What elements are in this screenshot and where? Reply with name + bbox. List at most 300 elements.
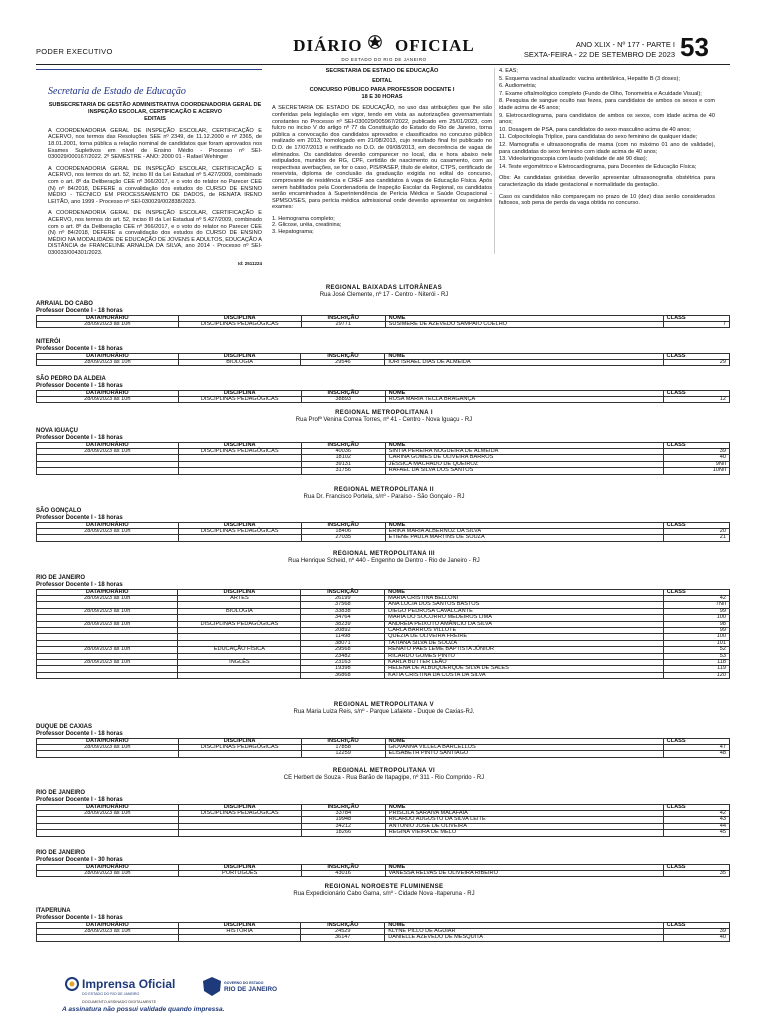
table-cell: SUSIMERE DE AZEVEDO SAMPAIO COELHO [385, 321, 663, 327]
table-cell [178, 830, 301, 836]
table-cell: KARLA BUTTER LEÃO [385, 659, 664, 665]
table-row [37, 751, 730, 757]
city-block [36, 301, 123, 315]
table-cell: 28/09/2023 às 10h [37, 647, 178, 653]
table-cell: 18102 [301, 455, 385, 461]
table-cell [178, 751, 301, 757]
column-middle [272, 68, 492, 236]
table-cell: 36147 [301, 935, 385, 941]
city-name: DUQUE DE CAXIAS [36, 724, 93, 730]
table-cell: 47 [663, 744, 729, 750]
table-cell: EDUCAÇÃO FÍSICA [178, 647, 301, 653]
column-header-disc: DISCIPLINA [178, 353, 301, 359]
table-cell: CARLA BARROS VILLOTE [385, 627, 664, 633]
table-cell: ELISABETH PINTO SANTIAGO [385, 751, 663, 757]
column-header-class: CLASS [663, 390, 729, 396]
table-cell: DISCIPLINAS PEDAGÓGICAS [178, 448, 301, 454]
table-cell: 10N/I [663, 468, 729, 474]
column-header-class: CLASS [663, 922, 729, 928]
table-cell: 19948 [301, 817, 385, 823]
table-cell: DISCIPLINAS PEDAGÓGICAS [178, 810, 301, 816]
table-cell: JÉSSICA MACHADO DE QUEIROZ [385, 461, 663, 467]
column-header-nome: NOME [385, 589, 664, 595]
table-cell: 36868 [301, 672, 385, 678]
table-cell [178, 468, 301, 474]
exam-item: 3. Hepatograma; [272, 229, 314, 236]
table-cell: QUÉZIA DE OLIVEIRA FREIRE [385, 634, 664, 640]
table-cell: REGINA VIEIRA DE MELO [385, 830, 663, 836]
table-cell: 28/09/2023 às 10h [37, 608, 178, 614]
table-cell: PORTUGUÊS [178, 870, 301, 876]
exam-item: 7. Exame oftalmológico completo (Fundo de Olho, Tonometria e Acuidade Visual); [499, 90, 702, 97]
table-cell: 12259 [301, 751, 385, 757]
exam-item: 6. Audiometria; [499, 83, 537, 90]
column-header-insc: INSCRIÇÃO [301, 922, 385, 928]
position-label: Professor Docente I - 18 horas [36, 382, 123, 389]
column-header-disc: DISCIPLINA [178, 522, 301, 528]
regional-heading [0, 551, 768, 565]
column-header-data: DATA/HORÁRIO [37, 864, 179, 870]
table-row [37, 321, 730, 327]
table-cell: INGLÊS [178, 659, 301, 665]
regional-address: CE Herbert de Souza - Rua Barão de Itapagipe, nº 311 - Rio Comprido - RJ [283, 775, 485, 781]
position-label: Professor Docente I - 18 horas [36, 581, 123, 588]
signature-note: A assinatura não possui validade quando impressa. [62, 1006, 225, 1013]
table-cell: 7N/I [663, 602, 729, 608]
column-header-class: CLASS [663, 804, 729, 810]
column-header-disc: DISCIPLINA [178, 922, 301, 928]
regional-name: REGIONAL METROPOLITANA III [333, 551, 435, 557]
table-cell: RAFAEL DA SILVA DOS SANTOS [385, 468, 663, 474]
table-cell [37, 672, 178, 678]
column-header-data: DATA/HORÁRIO [37, 738, 179, 744]
exam-item: 13. Videolaringoscopia com laudo (validade de até 90 dias); [499, 156, 648, 163]
table-cell: 38239 [301, 621, 385, 627]
table-cell: HISTÓRIA [178, 928, 301, 934]
table-cell: 37568 [301, 602, 385, 608]
city-name: RIO DE JANEIRO [36, 575, 86, 581]
column-header-data: DATA/HORÁRIO [37, 353, 179, 359]
column-header-insc: INSCRIÇÃO [301, 353, 385, 359]
table-cell: 28/09/2023 às 10h [37, 659, 178, 665]
table-cell: 28/09/2023 às 10h [37, 744, 179, 750]
table-cell: 39 [663, 448, 729, 454]
imprensa-oficial-logo [62, 973, 282, 1006]
exam-item: 9. Eletrocardiograma, para candidatos de ambos os sexos, com idade acima de 40 anos; [499, 112, 715, 126]
table-cell: 38893 [301, 396, 385, 402]
table-cell: BIOLOGIA [178, 359, 301, 365]
table-cell: SINTIA PEREIRA NOGUEIRA DE ALMEIDA [385, 448, 663, 454]
exam-item: 4. EAS; [499, 68, 518, 74]
table-row [37, 468, 730, 474]
table-cell: KATIA CRISTINA DA COSTA DA SILVA [385, 672, 664, 678]
table-row [37, 359, 730, 365]
table-cell: VANESSA RELVAS DE OLIVEIRA RIBEIRO [385, 870, 663, 876]
column-header-data: DATA/HORÁRIO [37, 315, 179, 321]
regional-name: REGIONAL METROPOLITANA II [334, 487, 434, 493]
table-cell: 17858 [301, 744, 385, 750]
table-cell: 98 [663, 621, 729, 627]
column-header-disc: DISCIPLINA [178, 442, 301, 448]
regional-address: Rua Profª Venina Correa Torres, nº 41 - Centro - Nova Iguaçu - RJ [295, 417, 473, 423]
column-header-nome: NOME [385, 864, 663, 870]
column-header-class: CLASS [663, 738, 729, 744]
table-cell: MARIA DO SOCORRO MEDEIROS LIMA [385, 615, 664, 621]
regional-name: REGIONAL METROPOLITANA VI [332, 768, 436, 774]
column-header-disc: DISCIPLINA [178, 804, 301, 810]
column-header-insc: INSCRIÇÃO [301, 864, 385, 870]
page-number: 53 [680, 32, 709, 62]
table-cell: RICARDO AUGUSTO DA SILVA LEITE [385, 817, 663, 823]
masthead-title-a: DIÁRIO [293, 36, 363, 55]
city-name: RIO DE JANEIRO [36, 790, 86, 796]
table-cell: ARTES [178, 595, 301, 601]
gov-label: GOVERNO DO ESTADO [224, 981, 264, 985]
paragraph: A COORDENADORIA GERAL DE INSPEÇÃO ESCOLAR, CERTIFICAÇÃO E ACERVO, nos termos do art. 52, inciso III da Lei Estadual nº 5.427/2009, combinado com o art. 8º da Deliberação CEE nº 366/2017, e o voto do relator no Parecer CEE (N) nº 84/2018, DEFERE a convalidação dos estudos do CURSO DE ENSINO MÉDIO - TÉCNICO EM PROCESSAMENTO DE DADOS, de RENATA IRENO LEITÃO, ano 1999 - Processo nº SEI-030029/002838/2023. [48, 165, 262, 205]
coat-of-arms-icon [366, 33, 384, 51]
gov-state: RIO DE JANEIRO [224, 986, 278, 993]
convocation-table [36, 390, 730, 404]
table-cell [178, 535, 301, 541]
table-cell: 43 [663, 817, 729, 823]
header-divider [36, 64, 730, 65]
table-cell: HELENA DE ALBUQUERQUE SILVA DE SALES [385, 666, 664, 672]
table-cell: 28/09/2023 às 10h [37, 928, 179, 934]
regional-address: Rua Expedicionário Cabo Gama, s/nº - Cidade Nova -Itaperuna - RJ [293, 891, 475, 897]
regional-name: REGIONAL METROPOLITANA V [333, 702, 435, 708]
column-header-disc: DISCIPLINA [178, 864, 301, 870]
column-header-nome: NOME [385, 315, 663, 321]
table-cell [37, 535, 179, 541]
regional-address: Rua Henrique Scheid, nº 440 - Engenho de Dentro - Rio de Janeiro - RJ [288, 558, 480, 564]
table-cell: 39 [663, 928, 729, 934]
convocation-table [36, 738, 730, 758]
regional-heading [0, 702, 768, 716]
paragraph: A COORDENADORIA GERAL DE INSPEÇÃO ESCOLAR, CERTIFICAÇÃO E ACERVO, nos termos do art. 52, inciso III da Lei Estadual nº 5.427/2009, combinado com o art. 8º da Deliberação CEE nº 366/2017, e o voto do relator no Parecer CEE (N) nº 84/2018, DEFERE a convalidação dos estudos do CURSO DE ENSINO MÉDIO NA MODALIDADE DE EDUCAÇÃO DE JOVENS E ADULTOS, EDUCAÇÃO A DISTÂNCIA de FRANCELINE ARNALDA DA SILVA, ano 2014 - Processo nº SEI-030033/004301/2023. [48, 210, 262, 256]
city-block [36, 790, 123, 804]
convocation-table [36, 522, 730, 542]
column-header-nome: NOME [385, 390, 663, 396]
masthead-title-b: OFICIAL [395, 36, 475, 55]
regional-heading [0, 884, 768, 898]
table-cell: 7 [663, 321, 729, 327]
table-cell: CARINA GOMES DE OLIVEIRA BARROS [385, 455, 663, 461]
city-name: NOVA IGUAÇU [36, 428, 78, 434]
column-header-nome: NOME [385, 442, 663, 448]
table-cell: DISCIPLINAS PEDAGÓGICAS [178, 321, 301, 327]
table-cell: 28/09/2023 às 10h [37, 810, 179, 816]
table-cell: BIOLOGIA [178, 608, 301, 614]
table-cell: 29771 [301, 321, 385, 327]
position-label: Professor Docente I - 30 horas [36, 856, 123, 863]
city-block [36, 339, 123, 353]
table-cell: 40 [663, 455, 729, 461]
table-cell: 34212 [301, 823, 385, 829]
table-cell: GIOVANNA VILLELA BARCELLOS [385, 744, 663, 750]
brand-text: Imprensa Oficial [82, 977, 176, 991]
edital-title: EDITAL [372, 77, 392, 84]
table-cell: 40 [663, 935, 729, 941]
table-cell: 23482 [301, 653, 385, 659]
table-cell [178, 935, 301, 941]
table-cell: TATIANA SILVA DE SOUZA [385, 640, 664, 646]
table-cell: 29 [663, 359, 729, 365]
position-label: Professor Docente I - 18 horas [36, 796, 123, 803]
table-cell: ETIENE PAULA MARTINS DE SOUZA [385, 535, 663, 541]
exam-item: 1. Hemograma completo; [272, 215, 335, 222]
table-cell: ANA LUCIA DOS SANTOS BASTOS [385, 602, 664, 608]
table-cell: DIEGO PEDROSA CAVALCANTE [385, 608, 664, 614]
convocation-table [36, 804, 730, 837]
city-block [36, 508, 123, 522]
table-cell: 33784 [301, 810, 385, 816]
final-paragraph: Caso os candidatos não compareçam no prazo de 10 (dez) dias serão considerados faltosos, sob pena de perda da vaga obtida no concurso. [499, 193, 715, 207]
column-header-disc: DISCIPLINA [178, 738, 301, 744]
table-cell: 29546 [301, 359, 385, 365]
exam-item: 10. Dosagem de PSA, para candidatos do sexo masculino acima de 40 anos; [499, 126, 691, 133]
document-id: Id: 2511224 [237, 261, 262, 267]
table-cell: 100 [663, 615, 729, 621]
table-cell: 34764 [301, 615, 385, 621]
table-cell: ANTONIO JOSÉ DE OLIVEIRA [385, 823, 663, 829]
table-cell [37, 468, 179, 474]
paragraph: A SECRETARIA DE ESTADO DE EDUCAÇÃO, no uso das atribuições que lhe são conferidas pela legislação em vigor, tendo em vista as autorizações governamentais constantes no Processo nº SEI-030029/005967/2022, publicado em 25/01/2023, com fulcro no inciso V do artigo nº 77 da Constituição do Estado do Rio de Janeiro, torna pública a convocação dos candidatos aprovados e classificados no concurso público realizado em 2013, homologado em 21/08/2013, cujo resultado final foi publicado no D.O. de 17/07/2013 e retificado no D.O. de 09/08/2013, em decorrência de vagas de eliminados. Os candidatos deverão comparecer no local, dia e hora abaixo nele estipulados, munidos de RG, CPF, certidão de nascimento ou casamento, com as respectivas averbações, se for o caso, PIS/PASEP, título de eleitor, CTPS, certificado de reservista, diploma de conclusão da graduação exigida no edital do concurso, comprovante de residência e CREF aos candidatos à vaga de Educação Física. Após serem habilitados pela Coordenadoria de Inspeção Escolar da Regional, os candidatos serão encaminhados à Superintendência de Perícia Médica e Saúde Ocupacional - SPMSO/SES, para perícia médica admissional onde deverão apresentar os seguintes exames: [272, 105, 492, 211]
table-cell: KLYNE PILLO DE AGUIAR [385, 928, 663, 934]
table-cell: DISCIPLINAS PEDAGÓGICAS [178, 744, 301, 750]
column-header-disc: DISCIPLINA [178, 315, 301, 321]
column-header-class: CLASS [663, 315, 729, 321]
table-cell: 28/09/2023 às 10h [37, 396, 179, 402]
concurso-title: CONCURSO PÚBLICO PARA PROFESSOR DOCENTE I [309, 87, 455, 94]
city-name: ITAPERUNA [36, 908, 71, 914]
table-cell: 19398 [301, 666, 385, 672]
table-cell: 18406 [301, 528, 385, 534]
position-label: Professor Docente I - 18 horas [36, 345, 123, 352]
brand-subtext: DO ESTADO DO RIO DE JANEIRO [82, 992, 140, 996]
table-row [37, 396, 730, 402]
table-cell: 44 [663, 823, 729, 829]
convocation-table [36, 315, 730, 329]
concurso-hours: 18 E 30 HORAS [361, 93, 403, 100]
column-header-insc: INSCRIÇÃO [301, 390, 385, 396]
convocation-table [36, 589, 730, 680]
city-block [36, 428, 123, 442]
table-cell: 26199 [301, 595, 385, 601]
convocation-table [36, 922, 730, 942]
table-cell: 45 [663, 830, 729, 836]
table-cell: 35 [663, 870, 729, 876]
table-cell: 101 [663, 640, 729, 646]
table-cell: 100 [663, 634, 729, 640]
column-header-data: DATA/HORÁRIO [37, 922, 179, 928]
table-row [37, 535, 730, 541]
table-row [37, 935, 730, 941]
column-header-nome: NOME [385, 353, 663, 359]
position-label: Professor Docente I - 18 horas [36, 514, 123, 521]
convocation-table [36, 442, 730, 475]
column-left [48, 102, 262, 273]
exam-item: 12. Mamografia e ultrassonografia de mama (com no máximo 01 ano de validade), para candidatas do sexo feminino com idade acima de 40 anos; [499, 141, 715, 155]
table-cell: ROSA MARIA TECLA BRAGANÇA [385, 396, 663, 402]
section-label: PODER EXECUTIVO [36, 47, 113, 56]
signed-text: DOCUMENTO ASSINADO DIGITALMENTE [82, 1000, 157, 1004]
column-header-data: DATA/HORÁRIO [37, 522, 179, 528]
exam-item: 2. Glicose, uréia, creatinina; [272, 222, 342, 229]
table-cell: DANIELLE AZEVEDO DE MESQUITA [385, 935, 663, 941]
table-cell: 18266 [301, 830, 385, 836]
table-cell: 29568 [301, 647, 385, 653]
column-header-insc: INSCRIÇÃO [301, 804, 385, 810]
column-header-nome: NOME [385, 738, 663, 744]
table-cell: ÉRIKA MARIA ALBERNOZ DA SILVA [385, 528, 663, 534]
table-cell: RICARDO GOMES PINTO [385, 653, 664, 659]
regional-address: Rua Maria Luiza Reis, s/nº - Parque Lafaiete - Duque de Caxias-RJ. [293, 709, 475, 715]
column-header-insc: INSCRIÇÃO [301, 315, 385, 321]
edition-meta [510, 40, 675, 60]
table-cell [37, 830, 179, 836]
city-name: SÃO PEDRO DA ALDEIA [36, 376, 106, 382]
table-cell: 42 [663, 810, 729, 816]
regional-heading [0, 410, 768, 424]
convocation-table [36, 353, 730, 367]
table-cell [178, 672, 301, 678]
table-cell [37, 751, 179, 757]
column-header-insc: INSCRIÇÃO [301, 442, 385, 448]
position-label: Professor Docente I - 18 horas [36, 914, 123, 921]
city-name: ARRAIAL DO CABO [36, 301, 93, 307]
column-header-data: DATA/HORÁRIO [37, 442, 179, 448]
regional-name: REGIONAL METROPOLITANA I [335, 410, 433, 416]
column-header-insc: INSCRIÇÃO [301, 522, 385, 528]
table-cell: 9N/I [663, 461, 729, 467]
table-cell: 118 [663, 659, 729, 665]
city-name: SÃO GONÇALO [36, 508, 82, 514]
column-divider [494, 68, 495, 254]
table-cell: MARIA CRISTINA BELLONI [385, 595, 664, 601]
table-cell: 28/09/2023 às 10h [37, 359, 179, 365]
obs-paragraph: Obs: As candidatas grávidas deverão apresentar ultrassonografia obstétrica para caracterização da idade gestacional e normalidade da gestação. [499, 175, 715, 188]
column-header-disc: DISCIPLINA [178, 589, 301, 595]
table-row [37, 870, 730, 876]
regional-heading [0, 285, 768, 299]
column-right [499, 68, 715, 212]
city-block [36, 575, 123, 589]
regional-name: REGIONAL NOROESTE FLUMINENSE [324, 884, 444, 890]
position-label: Professor Docente I - 18 horas [36, 434, 123, 441]
table-cell: 23163 [301, 659, 385, 665]
table-cell: 38071 [301, 640, 385, 646]
column-header-nome: NOME [385, 922, 663, 928]
column-header-class: CLASS [663, 353, 729, 359]
column-header-nome: NOME [385, 522, 663, 528]
column-header-class: CLASS [663, 442, 729, 448]
column-header-nome: NOME [385, 804, 663, 810]
table-cell: 24529 [301, 928, 385, 934]
regional-address: Rua José Clemente, nº 17 - Centro - Niterói - RJ [319, 292, 449, 298]
secretaria-rule [36, 69, 262, 70]
column-header-disc: DISCIPLINA [178, 390, 301, 396]
table-cell: 28/09/2023 às 10h [37, 528, 179, 534]
regional-name: REGIONAL BAIXADAS LITORÂNEAS [325, 285, 443, 291]
table-cell: 99 [663, 608, 729, 614]
table-cell: 53 [663, 653, 729, 659]
table-cell: 52 [663, 647, 729, 653]
table-cell: IURI ISRAEL DIAS DE ALMEIDA [385, 359, 663, 365]
table-row [37, 830, 730, 836]
table-cell: DISCIPLINAS PEDAGÓGICAS [178, 396, 301, 402]
column-header-class: CLASS [663, 522, 729, 528]
regional-address: Rua Dr. Francisco Portela, s/nº - Paraíso - São Gonçalo - RJ [303, 494, 465, 500]
column-header-class: CLASS [663, 589, 729, 595]
table-cell: 120 [663, 672, 729, 678]
table-cell [37, 935, 179, 941]
column-header-class: CLASS [663, 864, 729, 870]
subsecretaria-heading: SUBSECRETARIA DE GESTÃO ADMINISTRATIVA COORDENADORIA GERAL DE INSPEÇÃO ESCOLAR, CERTIFICAÇÃO E ACERVO [48, 102, 262, 115]
table-cell: 31756 [301, 468, 385, 474]
table-cell: 42 [663, 595, 729, 601]
table-cell: 11498 [301, 634, 385, 640]
table-cell: 28/09/2023 às 10h [37, 621, 178, 627]
column-header-data: DATA/HORÁRIO [37, 804, 179, 810]
table-row [37, 672, 730, 678]
column-header-data: DATA/HORÁRIO [37, 390, 179, 396]
table-cell: 40036 [301, 448, 385, 454]
table-cell: 33838 [301, 608, 385, 614]
table-cell: 27035 [301, 535, 385, 541]
table-cell: 48 [663, 751, 729, 757]
table-cell: 20892 [301, 627, 385, 633]
table-cell: 43016 [301, 870, 385, 876]
city-block [36, 850, 123, 864]
table-cell: 28/09/2023 às 10h [37, 870, 179, 876]
table-cell: 20 [663, 528, 729, 534]
paragraph: A COORDENADORIA GERAL DE INSPEÇÃO ESCOLAR, CERTIFICAÇÃO E ACERVO, nos termos das Resoluções SEE nº 2349, de 11.12.2000 e nº 2365, de 18.01.2001, torna pública a relação nominal de candidatos que foram aprovados nos Exames Supletivos em nível de Ensino Médio - Processo nº SEI-030029/000167/2022. 2º SEMESTRE - ANO: 2000 01 - Rafael Wehinger [48, 127, 262, 161]
table-cell: DISCIPLINAS PEDAGÓGICAS [178, 621, 301, 627]
city-block [36, 908, 123, 922]
table-cell: 28/09/2023 às 10h [37, 448, 179, 454]
exam-item: 5. Esquema vacinal atualizado: vacina antitetânica, Hepatite B (3 doses); [499, 75, 680, 82]
city-name: NITERÓI [36, 339, 61, 345]
table-cell: DISCIPLINAS PEDAGÓGICAS [178, 528, 301, 534]
date-line: SEXTA-FEIRA - 22 DE SETEMBRO DE 2023 [523, 50, 675, 59]
city-block [36, 376, 123, 390]
exam-item: 14. Teste ergométrico e Eletrocardiograma, para Docentes de Educação Física; [499, 163, 697, 170]
table-cell: 39131 [301, 461, 385, 467]
city-name: RIO DE JANEIRO [36, 850, 86, 856]
position-label: Professor Docente I - 18 horas [36, 730, 123, 737]
table-cell: 28/09/2023 às 10h [37, 321, 179, 327]
table-cell: 99 [663, 627, 729, 633]
table-cell: ANDRÉIA PEIXOTO AMÂNCIO DA SILVA [385, 621, 664, 627]
table-cell: 12 [663, 396, 729, 402]
masthead-subtitle: DO ESTADO DO RIO DE JANEIRO [341, 57, 427, 62]
convocation-table [36, 864, 730, 878]
regional-heading [0, 768, 768, 782]
exam-item: 8. Pesquisa de sangue oculto nas fezes, para candidatos de ambos os sexos e com idade acima de 45 anos; [499, 98, 715, 111]
secretaria-title: Secretaria de Estado de Educação [48, 86, 186, 97]
edital-secretaria: SECRETARIA DE ESTADO DE EDUCAÇÃO [325, 68, 439, 74]
city-block [36, 724, 123, 738]
table-cell: PRISCILA SARAIVA MALAFAIA [385, 810, 663, 816]
exam-item: 11. Colpocitologia Tríplice, para candidatas do sexo feminino de qualquer idade; [499, 134, 698, 141]
position-label: Professor Docente I - 18 horas [36, 307, 123, 314]
regional-heading [0, 487, 768, 501]
exam-list [499, 68, 715, 170]
edition-line: ANO XLIX - Nº 177 - PARTE I [575, 40, 675, 49]
table-cell: RENATO PAES LEME BAPTISTA JÚNIOR [385, 647, 664, 653]
table-cell: 28/09/2023 às 10h [37, 595, 178, 601]
editais-heading: EDITAIS [144, 116, 166, 123]
